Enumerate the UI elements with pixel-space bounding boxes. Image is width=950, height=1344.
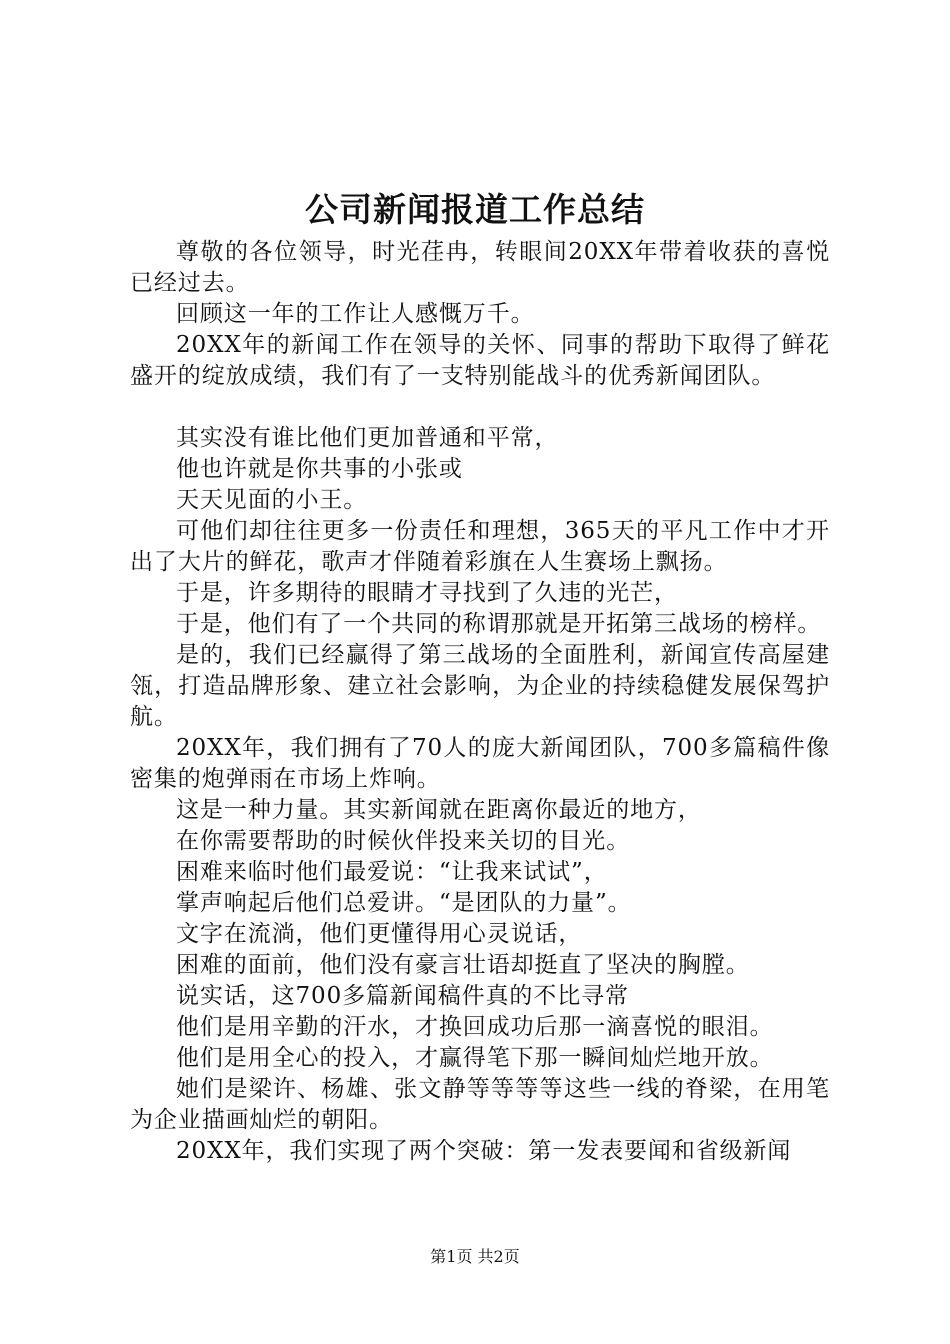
document-title: 公司新闻报道工作总结 [305, 190, 645, 229]
paragraph: 文字在流淌，他们更懂得用心灵说话， [176, 921, 583, 947]
paragraph: 是的，我们已经赢得了第三战场的全面胜利，新闻宣传高屋建瓴，打造品牌形象、建立社会影响，为企业的持续稳健发展保驾护航。 [130, 642, 830, 730]
paragraph: 20XX年，我们拥有了70人的庞大新闻团队，700多篇稿件像密集的炮弹雨在市场上炸响。 [130, 735, 830, 792]
paragraph: 20XX年，我们实现了两个突破：第一发表要闻和省级新闻 [176, 1138, 792, 1164]
paragraph: 掌声响起后他们总爱讲。“是团队的力量”。 [176, 890, 632, 916]
page-footer: 第1页 共2页 [430, 1247, 520, 1266]
paragraph: 20XX年的新闻工作在领导的关怀、同事的帮助下取得了鲜花盛开的绽放成绩，我们有了一支特别能战斗的优秀新闻团队。 [130, 332, 830, 389]
paragraph: 他们是用全心的投入，才赢得笔下那一瞬间灿烂地开放。 [176, 1045, 774, 1071]
paragraph: 于是，他们有了一个共同的称谓那就是开拓第三战场的榜样。 [176, 611, 822, 637]
paragraph: 他也许就是你共事的小张或 [176, 456, 463, 482]
paragraph: 尊敬的各位领导，时光荏冉，转眼间20XX年带着收获的喜悦已经过去。 [130, 239, 830, 296]
paragraph: 困难来临时他们最爱说：“让我来试试”， [176, 859, 608, 885]
paragraph: 困难的面前，他们没有豪言壮语却挺直了坚决的胸膛。 [176, 952, 750, 978]
blank-line [130, 392, 830, 423]
paragraph: 其实没有谁比他们更加普通和平常， [176, 425, 559, 451]
paragraph: 这是一种力量。其实新闻就在距离你最近的地方， [176, 797, 702, 823]
paragraph: 回顾这一年的工作让人感慨万千。 [176, 301, 535, 327]
paragraph: 他们是用辛勤的汗水，才换回成功后那一滴喜悦的眼泪。 [176, 1014, 774, 1040]
paragraph: 可他们却往往更多一份责任和理想，365天的平凡工作中才开出了大片的鲜花，歌声才伴随着彩旗在人生赛场上飘扬。 [130, 518, 830, 575]
paragraph: 于是，许多期待的眼睛才寻找到了久违的光芒， [176, 580, 678, 606]
paragraph: 在你需要帮助的时候伙伴投来关切的目光。 [176, 828, 631, 854]
paragraph: 天天见面的小王。 [176, 487, 368, 513]
document-body [130, 237, 830, 1167]
paragraph: 说实话，这700多篇新闻稿件真的不比寻常 [176, 983, 629, 1009]
paragraph: 她们是梁许、杨雄、张文静等等等等这些一线的脊梁，在用笔为企业描画灿烂的朝阳。 [130, 1076, 830, 1133]
